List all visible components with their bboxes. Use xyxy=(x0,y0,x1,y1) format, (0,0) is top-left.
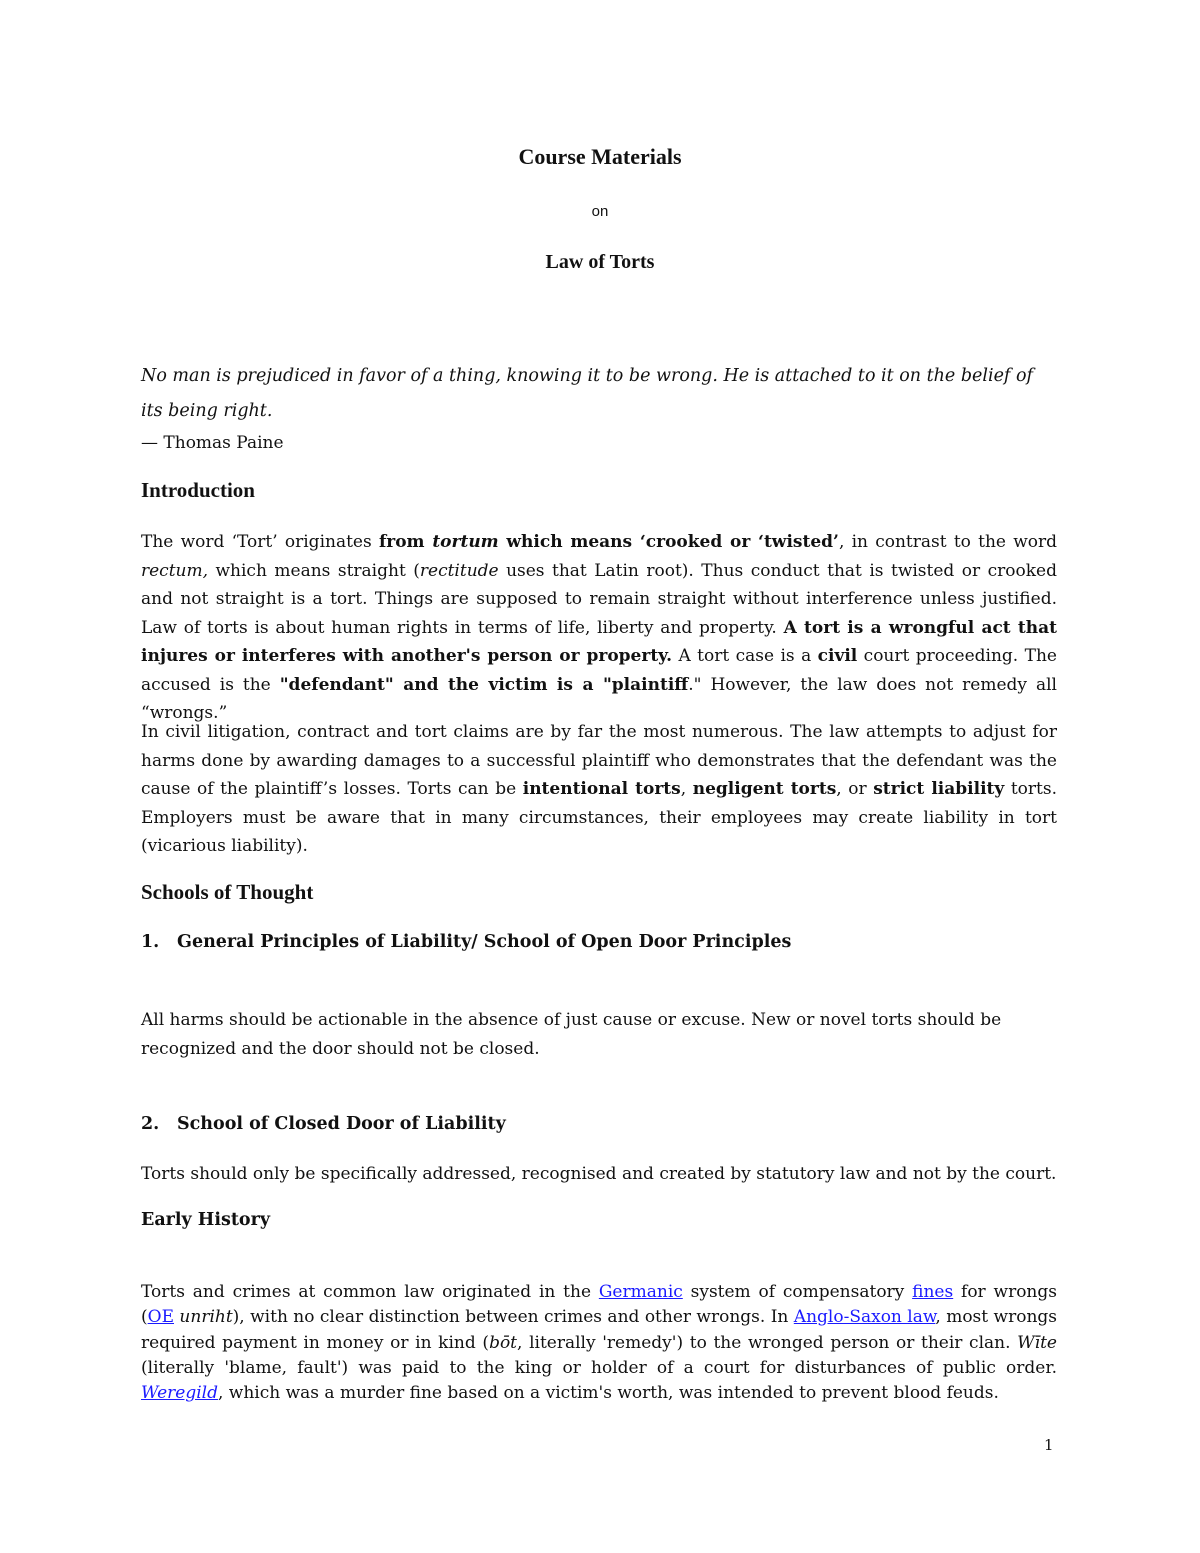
document-subtitle: Law of Torts xyxy=(545,251,655,273)
bold-run: which means ‘crooked or ‘twisted’ xyxy=(498,532,839,552)
text-run: for wrongs ( xyxy=(141,1282,1057,1328)
early-history-paragraph xyxy=(141,1280,1057,1406)
page-number: 1 xyxy=(1044,1436,1054,1454)
italic-run: rectitude xyxy=(419,560,499,581)
bold-run: intentional torts xyxy=(522,779,681,799)
text-run: In civil litigation, contract and tort claims are by far the most numerous. The law attempts to adjust for harms done by awarding damages to a successful plaintiff who demonstrates that the defendant was the cause of the plaintiff’s losses. Torts can be xyxy=(141,722,1057,799)
text-run: torts. Employers must be aware that in many circumstances, their employees may create liability in tort (vicarious liability). xyxy=(141,779,1057,856)
italic-run: Wīte xyxy=(1017,1332,1057,1353)
document-title: Course Materials xyxy=(518,144,682,169)
school-item-1-title xyxy=(141,932,791,952)
text-run: ." However, the law does not remedy all “wrongs.” xyxy=(141,674,1057,723)
list-title: School of Closed Door of Liability xyxy=(177,1114,506,1134)
bold-run: negligent torts xyxy=(692,779,837,799)
italic-run: bōt xyxy=(489,1332,518,1353)
text-run: Torts and crimes at common law originated in the xyxy=(141,1282,599,1302)
list-number: 2. xyxy=(141,1114,160,1134)
text-run: A tort case is a xyxy=(672,646,818,666)
text-run: uses that Latin root). Thus conduct that is twisted or crooked and not straight is a tort. Things are supposed to remain straight without interference unless justified. Law of torts is about human rights in terms of life, liberty and property. xyxy=(141,560,1057,638)
epigraph-quote: No man is prejudiced in favor of a thing, knowing it to be wrong. He is attached to it on the belief of its being right. xyxy=(141,366,1033,421)
link-germanic[interactable]: Germanic xyxy=(598,1282,683,1302)
link-oe[interactable]: OE xyxy=(147,1307,174,1328)
bold-run: strict liability xyxy=(873,779,1005,799)
school-item-1-text: All harms should be actionable in the absence of just cause or excuse. New or novel torts should be recognized and the door should not be closed. xyxy=(141,1010,1002,1059)
text-run: court proceeding. The accused is the xyxy=(141,646,1057,695)
list-number: 1. xyxy=(141,932,160,952)
epigraph-author: — Thomas Paine xyxy=(141,433,284,453)
text-run: system of compensatory xyxy=(682,1282,913,1302)
link-anglo-saxon-law[interactable]: Anglo-Saxon law xyxy=(793,1307,936,1328)
italic-run: unriht xyxy=(179,1307,233,1328)
school-item-2-text: Torts should only be specifically addressed, recognised and created by statutory law and not by the court. xyxy=(141,1164,1057,1184)
schools-heading: Schools of Thought xyxy=(141,880,314,904)
bold-italic-run: tortum xyxy=(432,532,499,552)
italic-run: rectum, xyxy=(141,560,209,581)
text-run: , which was a murder fine based on a victim's worth, was intended to prevent blood feuds. xyxy=(217,1383,999,1404)
text-run: , xyxy=(680,779,693,799)
early-history-heading: Early History xyxy=(141,1210,270,1230)
text-run: , or xyxy=(836,779,874,799)
text-run: ), with no clear distinction between crimes and other wrongs. In xyxy=(232,1307,794,1328)
list-title: General Principles of Liability/ School of Open Door Principles xyxy=(177,932,792,952)
text-run: , in contrast to the word xyxy=(838,532,1057,552)
introduction-heading: Introduction xyxy=(141,478,255,502)
link-weregild[interactable]: Weregild xyxy=(141,1383,218,1404)
text-run: which means straight ( xyxy=(208,560,420,581)
link-fines[interactable]: fines xyxy=(912,1282,954,1302)
text-run: The word ‘Tort’ originates xyxy=(141,532,379,552)
document-on-label: on xyxy=(591,203,609,220)
text-run: , literally 'remedy') to the wronged person or their clan. xyxy=(517,1332,1018,1353)
text-run: , most wrongs required payment in money or in kind ( xyxy=(141,1307,1057,1353)
text-run: (literally 'blame, fault') was paid to the king or holder of a court for disturbances of public order. xyxy=(141,1357,1057,1378)
bold-run: "defendant" and the victim is a "plaintiff xyxy=(279,674,689,695)
bold-run: civil xyxy=(817,646,858,666)
introduction-paragraph-2 xyxy=(141,718,1057,861)
bold-run: from xyxy=(378,532,433,552)
introduction-paragraph-1 xyxy=(141,528,1057,728)
school-item-2-title xyxy=(141,1114,506,1134)
bold-run: A tort is a wrongful act that injures or interferes with another's person or property. xyxy=(141,617,1057,666)
